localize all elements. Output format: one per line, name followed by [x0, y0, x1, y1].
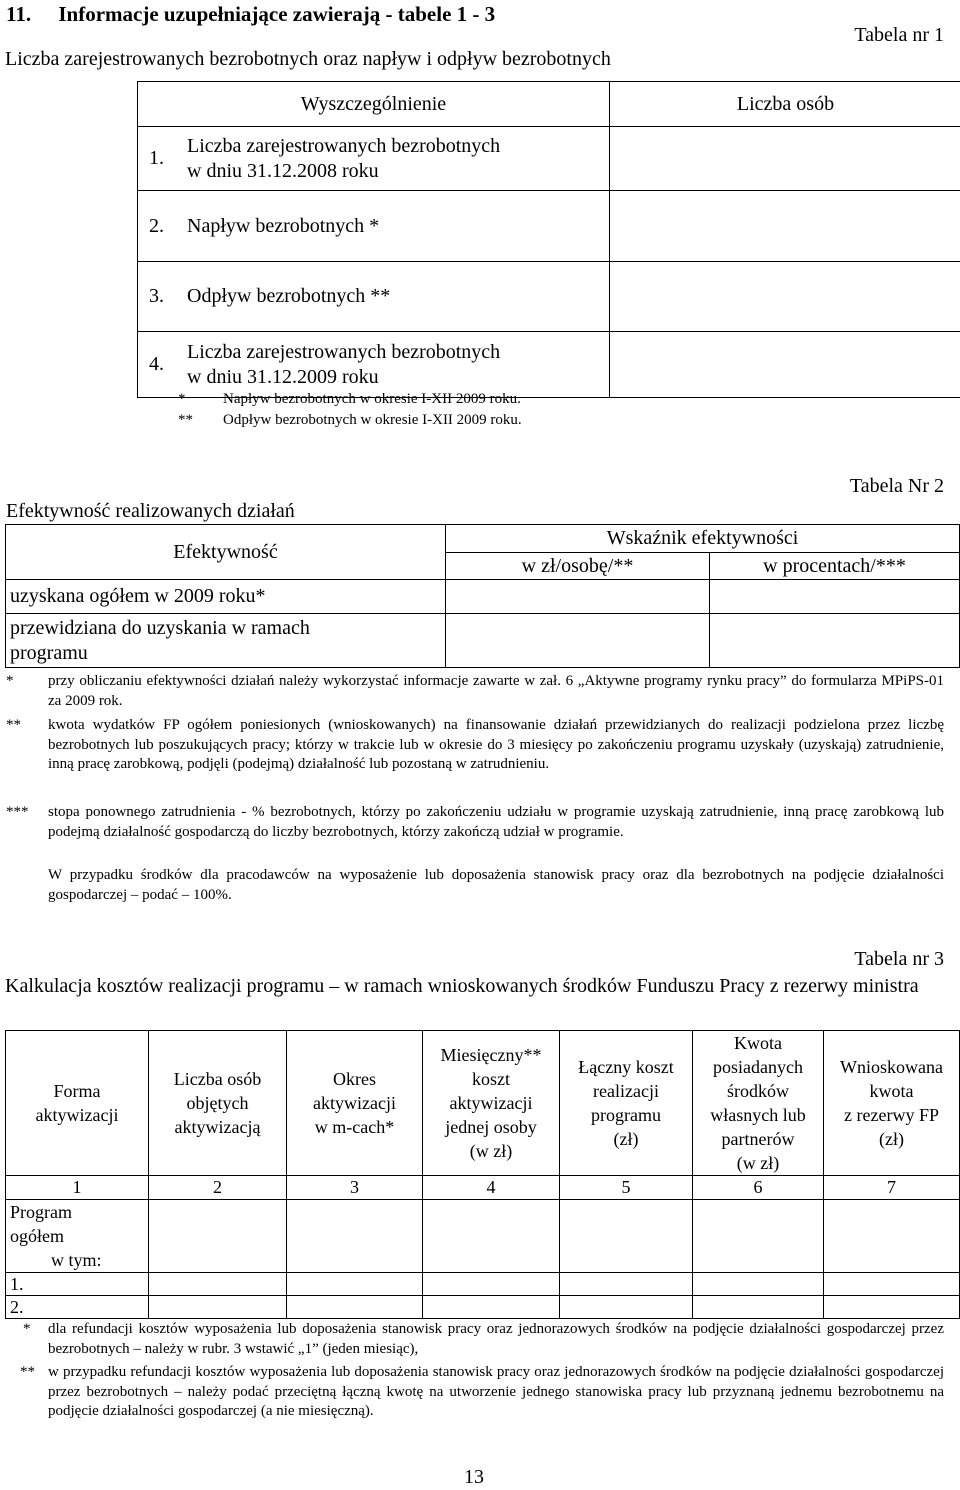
table2-header-right: Wskaźnik efektywności: [446, 525, 960, 553]
table1-row-4: [138, 332, 610, 398]
table1-row-label-2: w dniu 31.12.2008 roku: [187, 159, 379, 182]
table2-cell[interactable]: [446, 614, 710, 668]
header-line: objętych: [186, 1093, 249, 1113]
table2-footnote-2-text: kwota wydatków FP ogółem poniesionych (wnioskowanych) na finansowanie działań przewidzianych do realizacji podzielona przez liczbę bezrobotnych lub poszukujących pracy; którzy w trakcie lub w okresie do 3 miesięcy po zakończeniu programu uzyskały (uzyskają) zatrudnienie, inną pracę zarobkową, podjęli (podejmą) działalność lub pozostaną w zatrudnieniu.: [48, 717, 944, 772]
table1-row-num: 4.: [149, 353, 164, 375]
table3-row-1: 1.: [6, 1273, 149, 1296]
header-line: z rezerwy FP: [844, 1105, 939, 1125]
header-line: koszt: [472, 1069, 510, 1089]
table3-header-requested: [824, 1031, 960, 1176]
table1-row-label-2: w dniu 31.12.2009 roku: [187, 365, 379, 388]
table1-count-cell[interactable]: [610, 191, 960, 262]
header-line: Okres: [333, 1069, 376, 1089]
table3-cell[interactable]: [287, 1273, 423, 1296]
table3-header-persons: [149, 1031, 287, 1176]
table2-label: Tabela Nr 2: [849, 475, 944, 497]
table3-cell[interactable]: [693, 1296, 824, 1319]
table3-cell[interactable]: [824, 1200, 960, 1273]
table2-subheader-pct: w procentach/***: [710, 553, 960, 580]
page-number: 13: [464, 1466, 484, 1488]
table1-row-1: [138, 127, 610, 191]
table1-row-label: Napływ bezrobotnych *: [187, 214, 380, 237]
table3-header-monthly-cost: [423, 1031, 560, 1176]
table2-note: W przypadku środków dla pracodawców na wyposażenie lub doposażenia stanowisk pracy oraz dla bezrobotnych na podjęcie działalności gospodarczej – podać – 100%.: [48, 867, 944, 903]
table2-footnote-1-text: przy obliczaniu efektywności działań należy wykorzystać informacje zawarte w zał. 6 „Aktywne programy rynku pracy” do formularza MPiPS-01 za 2009 rok.: [48, 673, 944, 709]
header-line: (w zł): [469, 1141, 513, 1161]
header-line: Forma: [53, 1081, 101, 1101]
table3-row-2: 2.: [6, 1296, 149, 1319]
table3-cell[interactable]: [287, 1200, 423, 1273]
table3-cell[interactable]: [149, 1273, 287, 1296]
table1-header-desc: Wyszczególnienie: [138, 82, 610, 127]
table3-col-number: 1: [6, 1176, 149, 1200]
footnote-text: Napływ bezrobotnych w okresie I-XII 2009 roku.: [223, 391, 521, 407]
table3-label: Tabela nr 3: [854, 948, 944, 970]
table1-count-cell[interactable]: [610, 332, 960, 398]
table1-count-cell[interactable]: [610, 262, 960, 332]
section-heading: [6, 2, 495, 27]
header-line: (w zł): [736, 1153, 780, 1173]
section-number: 11.: [6, 2, 32, 26]
table1-row-label: Liczba zarejestrowanych bezrobotnych: [187, 340, 501, 363]
header-line: własnych lub: [710, 1105, 806, 1125]
table3-col-number: 2: [149, 1176, 287, 1200]
table3-cell[interactable]: [287, 1296, 423, 1319]
table3-col-number: 3: [287, 1176, 423, 1200]
row-label-line: Program: [10, 1202, 72, 1222]
table3-cell[interactable]: [423, 1296, 560, 1319]
table3: [5, 1030, 960, 1319]
table3-cell[interactable]: [560, 1200, 693, 1273]
header-line: jednej osoby: [445, 1117, 537, 1137]
table1-header-count: Liczba osób: [610, 82, 960, 127]
table2-footnote-1-mark: *: [6, 673, 14, 689]
header-line: partnerów: [721, 1129, 795, 1149]
table2-row-planned-line2: programu: [10, 641, 88, 664]
table3-footnote-2-text: w przypadku refundacji kosztów wyposażenia lub doposażenia stanowisk pracy oraz jednorazowych środków na podjęcie działalności gospodarczej przez bezrobotnych – należy podać przeciętną łączną kwotę na utworzenie jednego stanowiska pracy lub przyznaną jednemu bezrobotnemu na podjęcie działalności gospodarczej (a nie miesięczną).: [48, 1364, 944, 1419]
header-line: środków: [727, 1081, 789, 1101]
table2-subheader-pln: w zł/osobę/**: [446, 553, 710, 580]
table1-row-num: 2.: [149, 214, 164, 237]
table3-cell[interactable]: [149, 1200, 287, 1273]
table3-footnote-2-mark: **: [20, 1364, 35, 1380]
table3-cell[interactable]: [693, 1200, 824, 1273]
table3-row-program-total: [6, 1200, 149, 1273]
header-line: Liczba osób: [173, 1069, 262, 1089]
table3-cell[interactable]: [423, 1273, 560, 1296]
table1-row-num: 1.: [149, 147, 164, 169]
header-line: realizacji: [593, 1081, 659, 1101]
table3-col-number: 5: [560, 1176, 693, 1200]
header-line: (zł): [613, 1129, 639, 1149]
header-line: programu: [591, 1105, 661, 1125]
footnote-mark: **: [178, 412, 193, 428]
footnote-mark: *: [178, 391, 186, 407]
table2-cell[interactable]: [446, 580, 710, 614]
header-line: Kwota: [734, 1033, 782, 1053]
table3-cell[interactable]: [824, 1273, 960, 1296]
table3-footnote-1-mark: *: [23, 1321, 31, 1337]
table1-label: Tabela nr 1: [854, 24, 944, 46]
header-line: (zł): [879, 1129, 904, 1149]
header-line: Miesięczny**: [440, 1045, 542, 1065]
header-line: w m-cach*: [314, 1117, 395, 1137]
table2-row-planned-line1: przewidziana do uzyskania w ramach: [10, 616, 310, 639]
table2: [5, 524, 960, 668]
table2-footnote-3-mark: ***: [6, 804, 29, 820]
table3-cell[interactable]: [149, 1296, 287, 1319]
table1-row-num: 3.: [149, 285, 164, 307]
header-line: Łączny koszt: [578, 1057, 674, 1077]
header-line: Wnioskowana: [840, 1057, 943, 1077]
table2-footnote-2-mark: **: [6, 717, 21, 733]
footnote-text: Odpływ bezrobotnych w okresie I-XII 2009 roku.: [223, 412, 522, 428]
table3-cell[interactable]: [560, 1273, 693, 1296]
table1-caption: Liczba zarejestrowanych bezrobotnych oraz napływ i odpływ bezrobotnych: [5, 48, 611, 70]
section-title: Informacje uzupełniające zawierają - tabele 1 - 3: [58, 2, 496, 26]
row-label-line: ogółem: [10, 1226, 64, 1246]
table1-row-3: [138, 262, 610, 332]
header-line: posiadanych: [713, 1057, 803, 1077]
header-line: aktywizacją: [174, 1117, 261, 1137]
table1-footnote-2: [178, 411, 522, 431]
table2-cell[interactable]: [710, 614, 960, 668]
table1-row-label: Liczba zarejestrowanych bezrobotnych: [187, 134, 501, 157]
table2-caption: Efektywność realizowanych działań: [6, 500, 295, 522]
header-line: kwota: [869, 1081, 914, 1101]
header-line: aktywizacji: [35, 1105, 119, 1125]
table2-row-planned: [6, 614, 446, 668]
table3-cell[interactable]: [423, 1200, 560, 1273]
table2-footnote-3-text: stopa ponownego zatrudnienia - % bezrobotnych, którzy po zakończeniu udziału w programie uzyskają zatrudnienie, inną pracę zarobkową lub podejmą działalność gospodarczą do liczby bezrobotnych, którzy zakończą udział w programie.: [48, 804, 944, 840]
table3-cell[interactable]: [560, 1296, 693, 1319]
header-line: aktywizacji: [313, 1093, 396, 1113]
table3-header-period: [287, 1031, 423, 1176]
table3-header-form: [6, 1031, 149, 1176]
table1: [137, 81, 960, 398]
table3-header-own-funds: [693, 1031, 824, 1176]
table3-col-number: 4: [423, 1176, 560, 1200]
table1-row-label: Odpływ bezrobotnych **: [187, 285, 391, 307]
table3-cell[interactable]: [693, 1273, 824, 1296]
row-label-line: w tym:: [51, 1250, 102, 1270]
table2-header-left: Efektywność: [6, 525, 446, 580]
table2-row-achieved: uzyskana ogółem w 2009 roku*: [6, 580, 446, 614]
table3-cell[interactable]: [824, 1296, 960, 1319]
table3-footnote-1-text: dla refundacji kosztów wyposażenia lub doposażenia stanowisk pracy oraz jednorazowych środków na podjęcie działalności gospodarczej przez bezrobotnych – należy w rubr. 3 wstawić „1” (jeden miesiąc),: [48, 1321, 944, 1357]
table1-footnote-1: [178, 390, 521, 410]
table3-col-number: 7: [824, 1176, 960, 1200]
table3-col-number: 6: [693, 1176, 824, 1200]
table1-row-2: [138, 191, 610, 262]
header-line: aktywizacji: [449, 1093, 533, 1113]
table3-header-total-cost: [560, 1031, 693, 1176]
table2-cell[interactable]: [710, 580, 960, 614]
table1-count-cell[interactable]: [610, 127, 960, 191]
table3-caption: Kalkulacja kosztów realizacji programu – w ramach wnioskowanych środków Funduszu Pracy z rezerwy ministra: [5, 975, 919, 997]
